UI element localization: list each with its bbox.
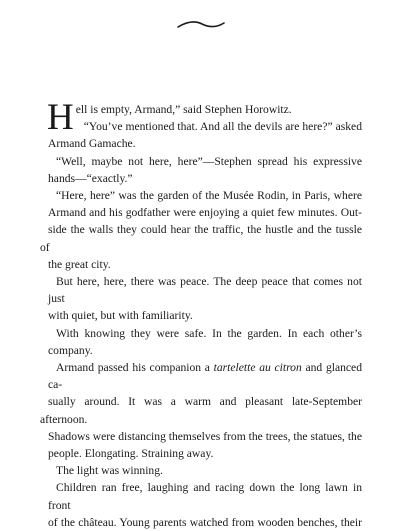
text-run: and glanced ca- (48, 361, 362, 392)
drop-cap: H (47, 97, 74, 138)
text-line: with quiet, but with familiarity. (48, 309, 193, 323)
text-line (48, 359, 362, 393)
chapter-body (40, 97, 362, 531)
paragraph-6 (48, 325, 362, 359)
text-line: Armand Gamache. (48, 137, 136, 151)
swash-ornament-icon (176, 18, 226, 32)
text-line: hands—“exactly.” (48, 171, 133, 185)
text-line: company. (48, 343, 93, 357)
paragraph-3 (48, 153, 362, 187)
text-line: With knowing they were safe. In the garden. In each other’s (56, 326, 362, 340)
text-line: of the château. Young parents watched from wooden benches, their (48, 515, 362, 529)
paragraph-2 (48, 118, 362, 152)
paragraph-5 (48, 273, 362, 325)
paragraph-8 (48, 462, 362, 479)
text-line: people. Elongating. Straining away. (48, 447, 214, 461)
text-line: sually around. It was a warm and pleasant late-September afternoon. (40, 395, 362, 426)
paragraph-7 (40, 359, 362, 462)
paragraph-4 (40, 187, 362, 273)
text-line: The light was winning. (56, 464, 163, 478)
text-run: Armand passed his companion a (56, 361, 214, 375)
text-line: But here, here, there was peace. The deep peace that comes not just (48, 275, 362, 306)
text-line: Children ran free, laughing and racing down the long lawn in front (48, 481, 362, 512)
text-line: Shadows were distancing themselves from the trees, the statues, the (48, 429, 362, 443)
text-line: ell is empty, Armand,” said Stephen Horowitz. (75, 103, 292, 116)
italic-phrase: tartelette au citron (213, 361, 302, 375)
text-line: “You’ve mentioned that. And all the devils are here?” asked (83, 120, 362, 134)
paragraph-9 (48, 479, 362, 531)
text-line: the great city. (48, 257, 111, 271)
text-line: “Well, maybe not here, here”—Stephen spread his expressive (56, 154, 362, 168)
text-line: side the walls they could hear the traffic, the hustle and the tussle of (40, 223, 362, 254)
text-line: Armand and his godfather were enjoying a quiet few minutes. Out- (48, 206, 362, 220)
text-line: “Here, here” was the garden of the Musée Rodin, in Paris, where (56, 189, 362, 203)
